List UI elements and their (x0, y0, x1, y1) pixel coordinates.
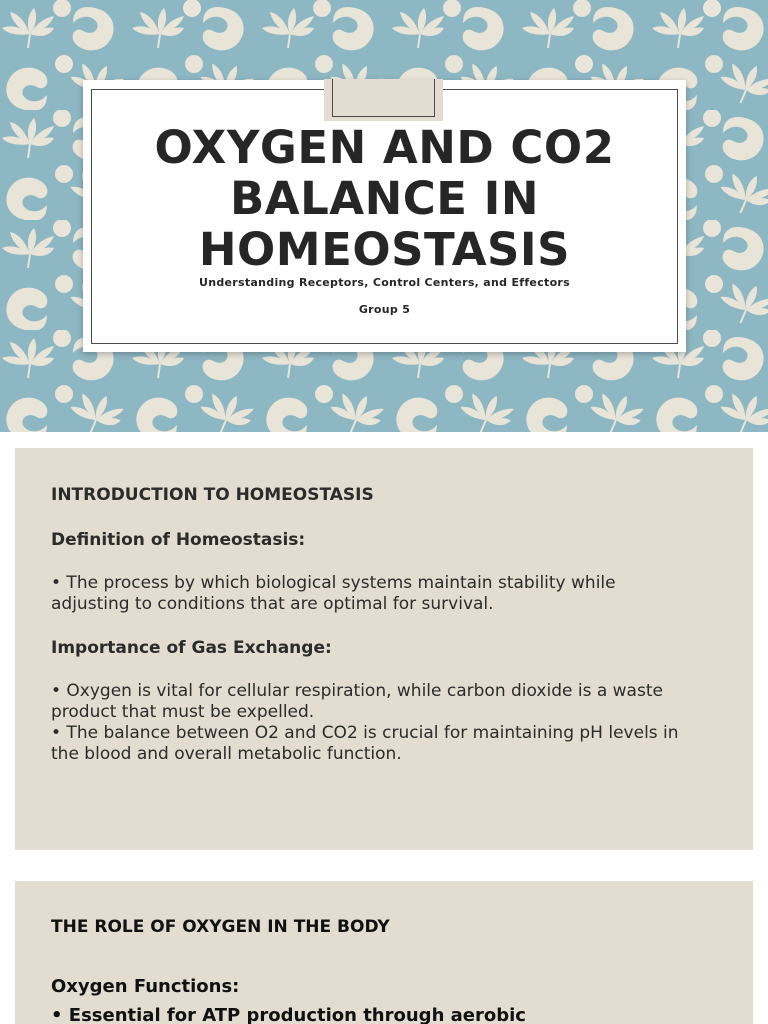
title-card-tab (324, 79, 443, 121)
oxygen-slide-body (51, 917, 693, 1024)
slide-title: OXYGEN AND CO2 BALANCE IN HOMEOSTASIS (154, 121, 615, 276)
importance-bullet: • Oxygen is vital for cellular respiration, while carbon dioxide is a waste product that must be expelled. (51, 681, 663, 722)
oxygen-slide (15, 881, 753, 1024)
intro-slide-body (51, 485, 693, 765)
functions-label: Oxygen Functions: (51, 976, 240, 997)
title-slide (0, 0, 768, 432)
intro-heading: INTRODUCTION TO HOMEOSTASIS (51, 485, 374, 505)
importance-label: Importance of Gas Exchange: (51, 638, 332, 658)
oxygen-heading: THE ROLE OF OXYGEN IN THE BODY (51, 917, 390, 937)
definition-bullet: • The process by which biological systems maintain stability while adjusting to conditions that are optimal for survival. (51, 573, 616, 614)
title-card (83, 80, 686, 352)
slide-subtitle: Understanding Receptors, Control Centers, and Effectors (198, 276, 571, 289)
slide-group-label: Group 5 (358, 303, 411, 316)
importance-bullet: • The balance between O2 and CO2 is crucial for maintaining pH levels in the blood and overall metabolic function. (51, 723, 679, 764)
functions-bullet: • Essential for ATP production through aerobic (51, 1005, 526, 1024)
definition-label: Definition of Homeostasis: (51, 530, 306, 550)
intro-slide (15, 448, 753, 850)
